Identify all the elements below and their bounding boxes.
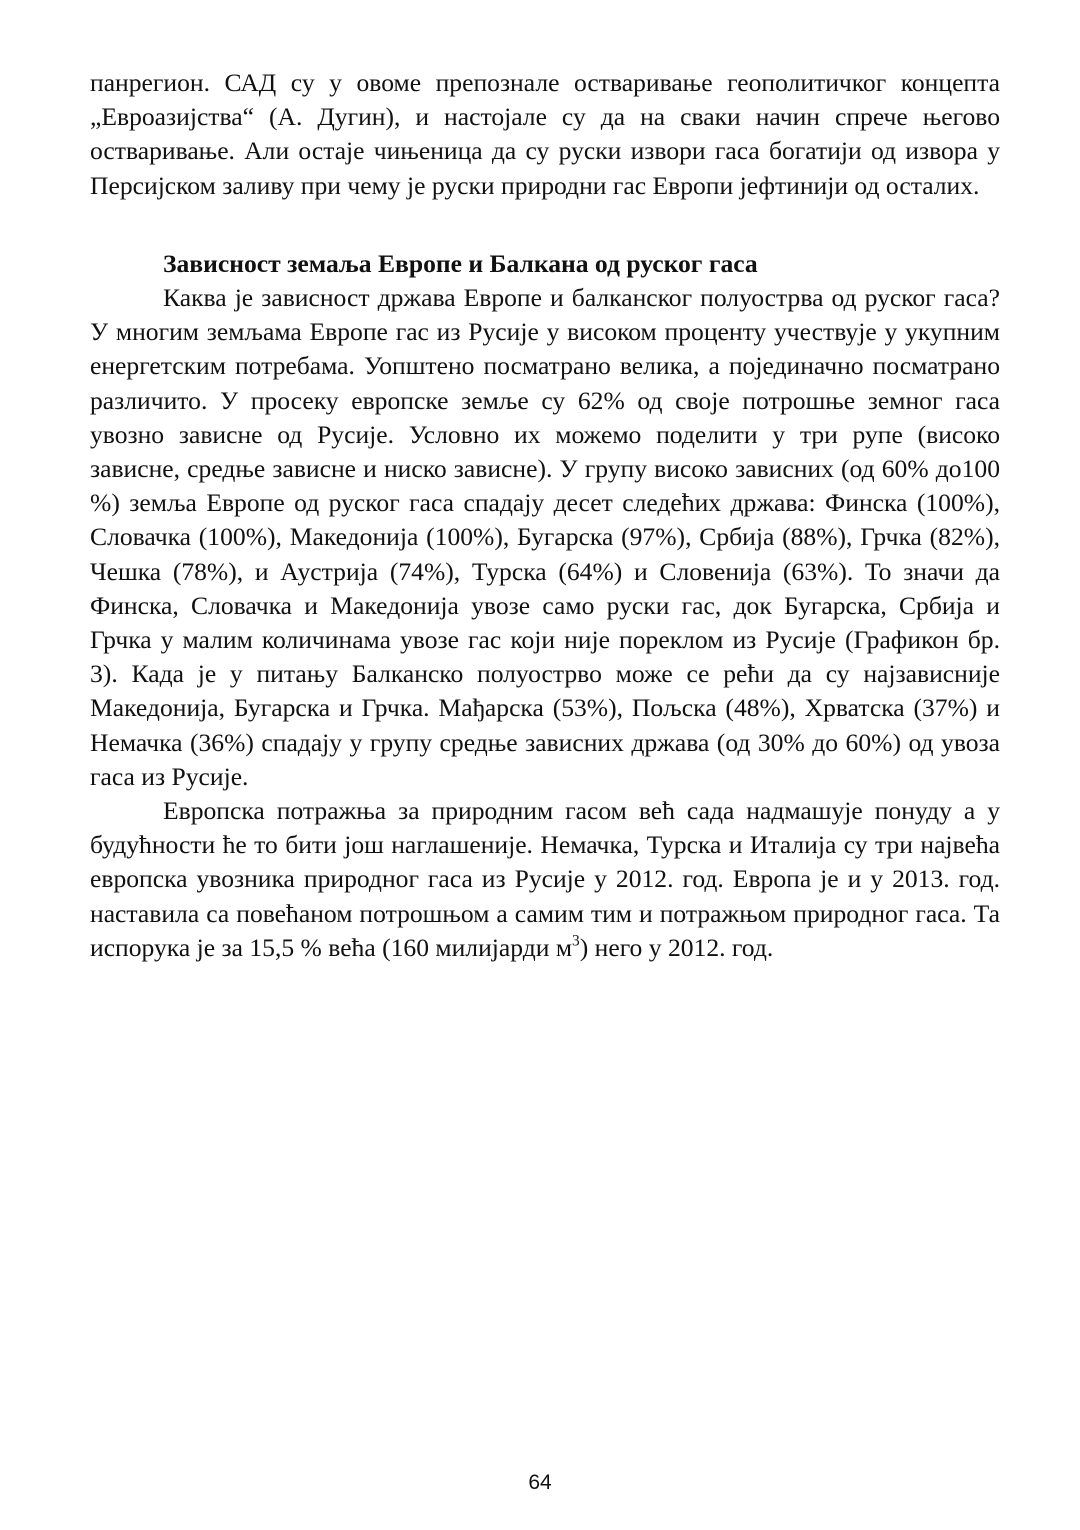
document-page [90, 66, 1000, 965]
intro-paragraph: панрегион. САД су у овоме препознале остваривање геополитичког концепта „Евроазијства“ (А. Дугин), и настојале су да на сваки начин спрече његово остваривање. Али остаје чињеница да су руски извори гаса богатији од извора у Персијском заливу при чему је руски природни гас Европи јефтинији од осталих. [90, 68, 1000, 200]
page-number: 64 [528, 1471, 552, 1494]
cubic-superscript: 3 [572, 932, 580, 950]
body-paragraph-dependence: Каква је зависност држава Европе и балканског полуострва од руског гаса? У многим земљама Европе гас из Русије у високом проценту учествује у укупним енергетским потребама. Уопштено посматрано велика, а појединачно посматрано различито. У просеку европске земље су 62% од своје потрошње земног гаса увозно зависне од Русије. Условно их можемо поделити у три рупе (високо зависне, средње зависне и ниско зависне). У групу високо зависних (од 60% до100 %) земља Европе од руског гаса спадају десет следећих држава: Финска (100%), Словачка (100%), Македонија (100%), Бугарска (97%), Србија (88%), Грчка (82%), Чешка (78%), и Аустрија (74%), Турска (64%) и Словенија (63%). То значи да Финска, Словачка и Македонија увозе само руски гас, док Бугарска, Србија и Грчка у малим количинама увозе гас који није пореклом из Русије (Графикон бр. 3). Када је у питању Балканско полуострво може се рећи да су најзависније Македонија, Бугарска и Грчка. Мађарска (53%), Пољска (48%), Хрватска (37%) и Немачка (36%) спадају у групу средње зависних држава (од 30% до 60%) од увоза гаса из Русије. [90, 283, 1000, 791]
paragraph-gap [90, 203, 1000, 247]
paragraph-text-main: Европска потражња за природним гасом већ сада надмашује понуду а у будућности ће то бити још наглашеније. Немачка, Турска и Италија су три највећа европска увозника природног гаса из Русије у 2012. год. Европа је и у 2013. год. наставила са повећаном потрошњом а самим тим и потражњом природног гаса. Та испорука је за 15,5 % већа (160 милијарди м [90, 796, 1000, 962]
section-heading: Зависност земаља Европе и Балкана од руског гаса [163, 248, 758, 278]
body-paragraph-demand [90, 794, 1000, 965]
paragraph-text-end: ) него у 2012. год. [579, 932, 774, 962]
